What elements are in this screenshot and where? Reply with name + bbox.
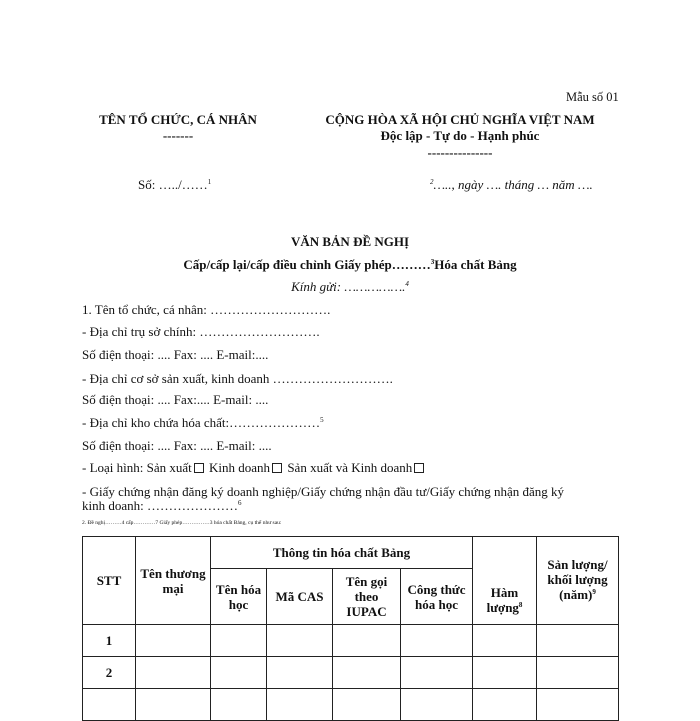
nation-header-rule: --------------- [427, 145, 493, 160]
field-org-name-text: 1. Tên tổ chức, cá nhân: ………………………. [82, 302, 331, 317]
field-head-office [82, 324, 320, 340]
field-contact-3-text: Số điện thoại: .... Fax: .... E-mail: .... [82, 438, 272, 453]
field-org-name [82, 302, 330, 318]
header-chemical-name: Tên hóa học [211, 569, 267, 625]
org-header-name: TÊN TỔ CHỨC, CÁ NHÂN [99, 112, 257, 127]
recipient-line [0, 279, 700, 295]
header-volume-text: Sản lượng/ khối lượng (năm) [547, 556, 608, 602]
row-stt: 1 [83, 625, 136, 657]
row-stt: 2 [83, 657, 136, 689]
header-chemical-info: Thông tin hóa chất Bảng [211, 537, 473, 569]
form-code: Mẫu số 01 [566, 90, 619, 104]
field-warehouse-address [82, 415, 324, 431]
document-number-text: Số: …../…… [138, 177, 208, 192]
option-production-checkbox[interactable] [194, 463, 204, 473]
subtitle-text-a: Cấp/cấp lại/cấp điều chỉnh Giấy phép……… [183, 257, 431, 272]
field-contact-3 [82, 438, 272, 454]
document-date-text: ….., ngày …. tháng … năm …. [433, 177, 593, 192]
header-iupac: Tên gọi theo IUPAC [333, 569, 401, 625]
field-contact-2 [82, 392, 268, 408]
header-content-text: Hàm lượng [486, 585, 519, 615]
header-formula: Công thức hóa học [401, 569, 473, 625]
recipient-note: 4 [405, 280, 409, 288]
certificate-line2-text: kinh doanh: ………………… [82, 498, 238, 513]
field-contact-2-text: Số điện thoại: .... Fax:.... E-mail: .... [82, 392, 269, 407]
option-production-label: Sản xuất [146, 460, 192, 475]
field-warehouse-address-text: - Địa chỉ kho chứa hóa chất:………………… [82, 415, 321, 430]
header-volume [537, 537, 619, 625]
document-subtitle [0, 257, 700, 273]
header-trade-name: Tên thương mại [136, 537, 211, 625]
certificate-line2 [82, 498, 242, 514]
table-row [83, 625, 619, 657]
field-contact-1-text: Số điện thoại: .... Fax: .... E-mail:.... [82, 347, 269, 362]
option-trading-label: Kinh doanh [209, 460, 271, 475]
header-content [473, 537, 537, 625]
document-number [138, 177, 211, 193]
certificate-line1: - Giấy chứng nhận đăng ký doanh nghiệp/Giấy chứng nhận đầu tư/Giấy chứng nhận đăng ký [82, 484, 564, 499]
header-stt: STT [83, 537, 136, 625]
table-row [83, 657, 619, 689]
footnote-line: 2. Đề nghị………4 cấp…………7 Giấy phép……………3 hóa chất Bảng, cụ thể như sau: [82, 520, 282, 526]
option-both-label: Sản xuất và Kinh doanh [287, 460, 413, 475]
business-type-label: - Loại hình: [82, 460, 144, 475]
document-date [430, 177, 593, 193]
subtitle-note: 3 [430, 258, 435, 266]
table-row [83, 689, 619, 721]
header-content-note: 8 [518, 601, 523, 609]
chemical-table [82, 536, 619, 721]
field-head-office-text: - Địa chỉ trụ sở chính: ………………………. [82, 324, 320, 339]
row-stt [83, 689, 136, 721]
field-production-address [82, 371, 393, 387]
nation-header-line2: Độc lập - Tự do - Hạnh phúc [380, 128, 540, 143]
nation-header-line1: CỘNG HÒA XÃ HỘI CHỦ NGHĨA VIỆT NAM [325, 112, 595, 127]
header-volume-note: 9 [592, 587, 596, 596]
recipient-text: Kính gửi: ……………. [291, 279, 406, 294]
field-contact-1 [82, 347, 268, 363]
document-number-note: 1 [207, 178, 212, 186]
certificate-note: 6 [238, 499, 242, 507]
document-date-note: 2 [430, 178, 434, 186]
field-production-address-text: - Địa chỉ cơ sở sản xuất, kinh doanh ………………………. [82, 371, 393, 386]
subtitle-text-b: Hóa chất Bảng [434, 257, 517, 272]
header-cas: Mã CAS [267, 569, 333, 625]
option-trading-checkbox[interactable] [272, 463, 282, 473]
business-type [82, 460, 426, 476]
option-both-checkbox[interactable] [414, 463, 424, 473]
document-title: VĂN BẢN ĐỀ NGHỊ [290, 234, 410, 249]
org-header-rule: ------- [162, 128, 194, 143]
field-warehouse-note: 5 [320, 416, 324, 424]
